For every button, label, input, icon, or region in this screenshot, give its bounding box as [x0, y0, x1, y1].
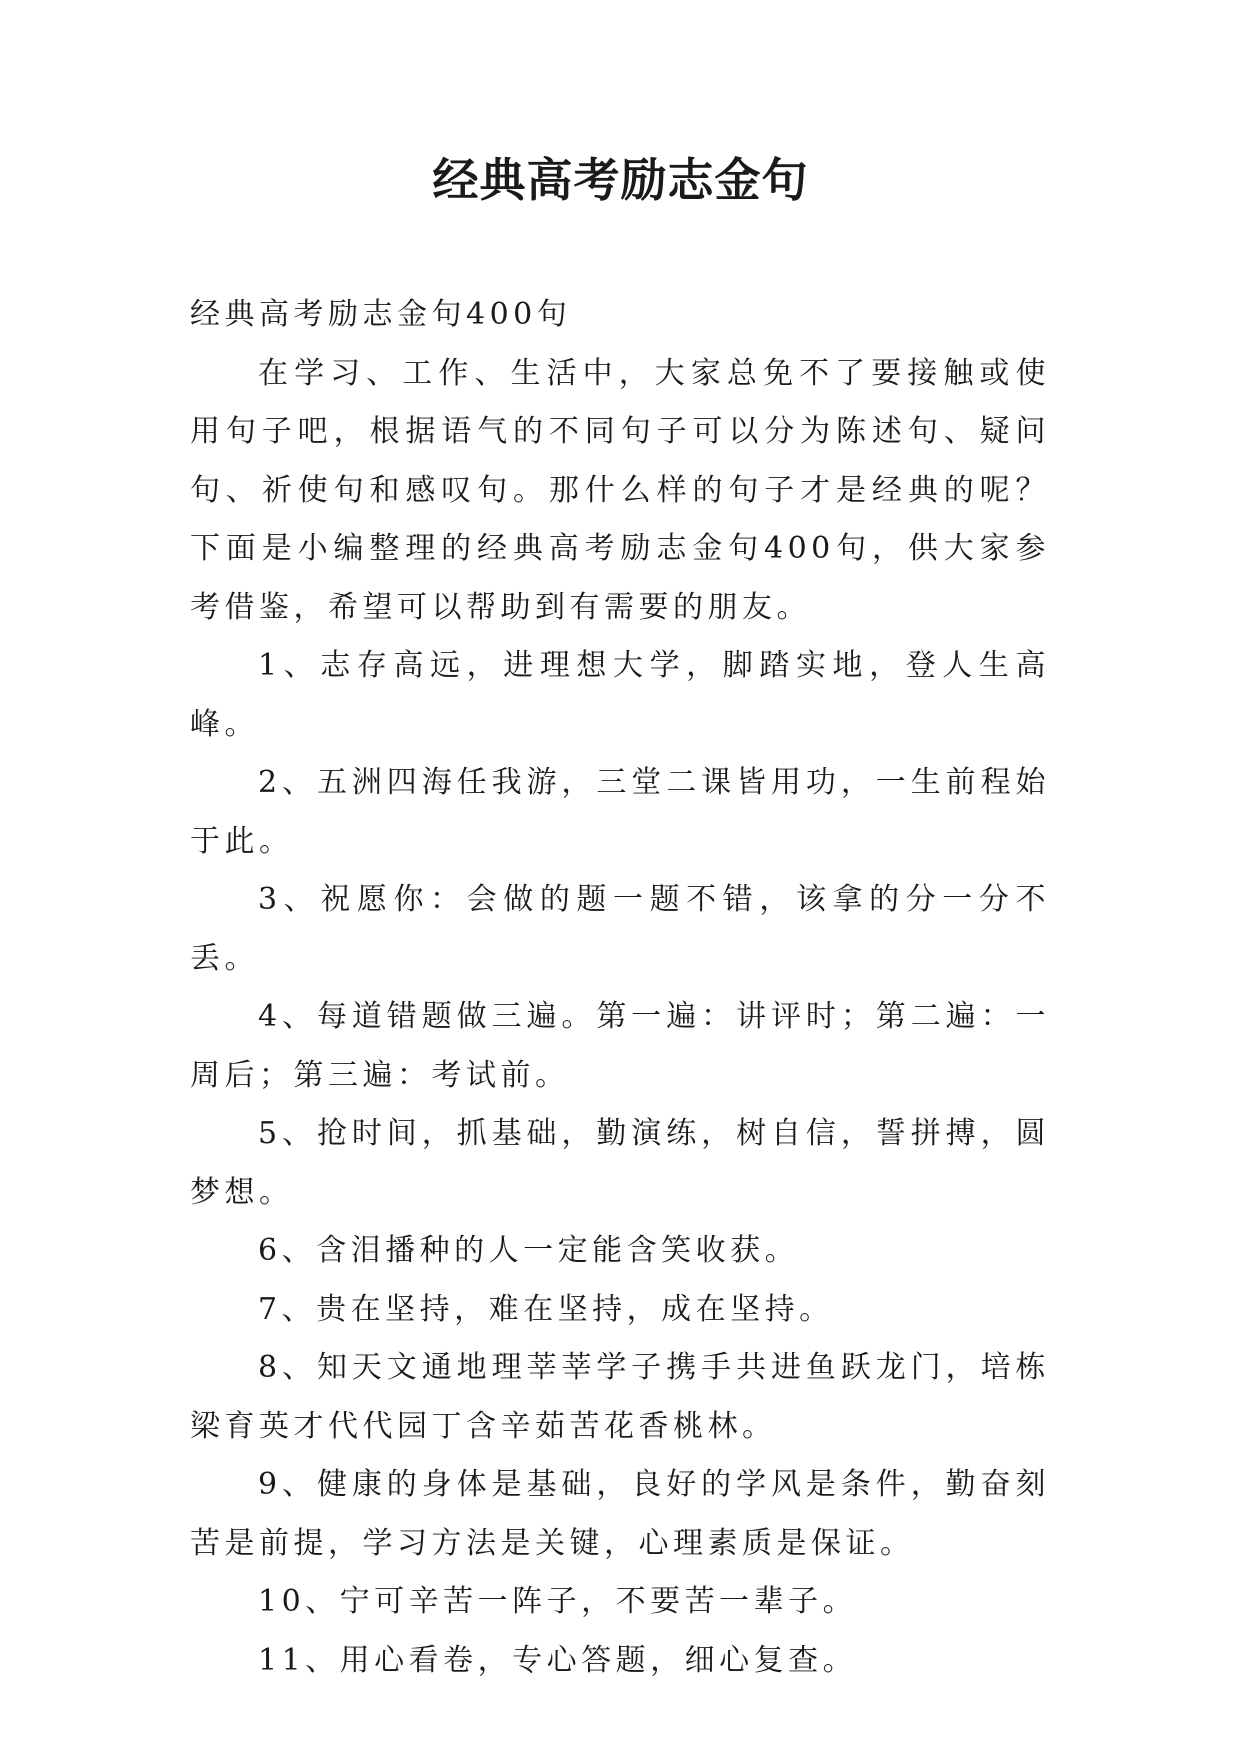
quote-item-3: 3、祝愿你：会做的题一题不错，该拿的分一分不丢。 — [190, 882, 1050, 976]
document-subtitle: 经典高考励志金句400句 — [190, 297, 572, 332]
quote-item-8: 8、知天文通地理莘莘学子携手共进鱼跃龙门，培栋梁育英才代代园丁含辛茹苦花香桃林。 — [190, 1350, 1050, 1444]
quote-item-1: 1、志存高远，进理想大学，脚踏实地，登人生高峰。 — [190, 648, 1050, 742]
document-body — [190, 286, 1050, 1690]
quote-item-5: 5、抢时间，抓基础，勤演练，树自信，誓拼搏，圆梦想。 — [190, 1116, 1050, 1210]
intro-paragraph: 在学习、工作、生活中，大家总免不了要接触或使用句子吧，根据语气的不同句子可以分为陈述句、疑问句、祈使句和感叹句。那什么样的句子才是经典的呢？下面是小编整理的经典高考励志金句400句，供大家参考借鉴，希望可以帮助到有需要的朋友。 — [190, 355, 1050, 625]
quote-item-2: 2、五洲四海任我游，三堂二课皆用功，一生前程始于此。 — [190, 765, 1050, 859]
quote-item-9: 9、健康的身体是基础，良好的学风是条件，勤奋刻苦是前提，学习方法是关键，心理素质是保证。 — [190, 1467, 1050, 1561]
quote-item-7: 7、贵在坚持，难在坚持，成在坚持。 — [258, 1291, 834, 1327]
quote-item-4: 4、每道错题做三遍。第一遍：讲评时；第二遍：一周后；第三遍：考试前。 — [190, 999, 1050, 1093]
document-title: 经典高考励志金句 — [432, 153, 809, 207]
quote-item-11: 11、用心看卷，专心答题，细心复查。 — [258, 1642, 858, 1678]
quote-item-6: 6、含泪播种的人一定能含笑收获。 — [258, 1233, 800, 1268]
quote-item-10: 10、宁可辛苦一阵子，不要苦一辈子。 — [258, 1584, 858, 1619]
